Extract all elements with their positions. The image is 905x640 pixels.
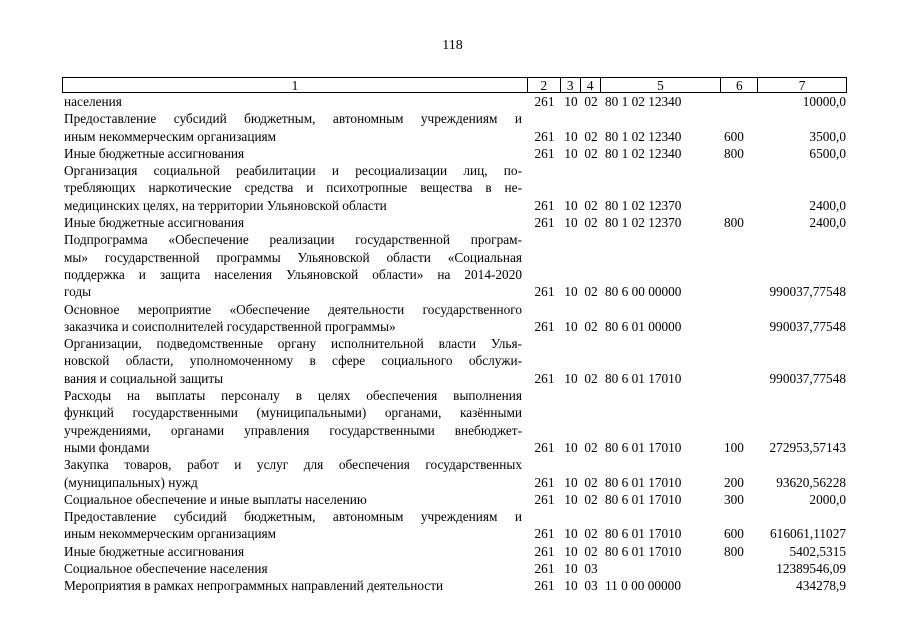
- row-code-admin: 261: [534, 439, 555, 455]
- row-code-admin: 261: [534, 318, 555, 334]
- table-row: [62, 335, 847, 387]
- row-code-subsection: 02: [584, 543, 598, 559]
- row-amount: 3500,0: [809, 128, 846, 144]
- row-code-section: 10: [564, 526, 578, 542]
- description-line: мы» государственной программы Ульяновской области «Социальная: [64, 249, 522, 265]
- row-code-admin: 261: [534, 491, 555, 507]
- row-code-admin: 261: [534, 284, 555, 300]
- row-description: [62, 508, 528, 543]
- row-code-subsection: 02: [584, 526, 598, 542]
- row-description: [62, 335, 528, 387]
- row-code-section: 10: [564, 439, 578, 455]
- page-number: 118: [442, 38, 463, 53]
- row-amount: 2400,0: [809, 215, 846, 231]
- row-amount: 2400,0: [809, 197, 846, 213]
- description-line: требляющих наркотические средства и психотропные вещества в не-: [64, 180, 522, 196]
- row-code-target: 80 1 02 12340: [605, 128, 682, 144]
- description-line: Социальное обеспечение населения: [64, 561, 268, 577]
- row-code-admin: 261: [534, 145, 555, 161]
- description-line: (муниципальных) нужд: [64, 474, 198, 490]
- description-line: учреждениями, органами управления государственными внебюджет-: [64, 422, 522, 438]
- table-row: [62, 301, 847, 336]
- row-description: [62, 301, 528, 336]
- table-row: [62, 110, 847, 145]
- row-code-section: 10: [564, 128, 578, 144]
- row-description: [62, 231, 528, 300]
- description-line: иным некоммерческим организациям: [64, 526, 277, 542]
- row-code-target: 80 1 02 12340: [605, 94, 682, 109]
- row-amount: 6500,0: [809, 145, 846, 161]
- row-description: [62, 162, 528, 214]
- row-amount: 10000,0: [802, 94, 846, 109]
- row-amount: 12389546,09: [776, 561, 846, 577]
- row-amount: 616061,11027: [770, 526, 846, 542]
- table-row: [62, 491, 847, 508]
- description-line: Иные бюджетные ассигнования: [64, 543, 245, 559]
- row-description: [62, 560, 528, 577]
- header-col-3: 3: [561, 78, 581, 92]
- header-col-4: 4: [581, 78, 601, 92]
- row-amount: 990037,77548: [769, 370, 846, 386]
- row-code-subsection: 02: [584, 128, 598, 144]
- row-code-target: 80 6 01 17010: [605, 439, 682, 455]
- row-code-section: 10: [564, 318, 578, 334]
- header-col-6: 6: [721, 78, 758, 92]
- row-code-subsection: 02: [584, 145, 598, 161]
- row-description: [62, 543, 528, 560]
- row-code-subsection: 02: [584, 197, 598, 213]
- table-row: [62, 543, 847, 560]
- table-row: [62, 577, 847, 594]
- row-code-target: 80 6 01 17010: [605, 491, 682, 507]
- row-description: [62, 387, 528, 456]
- description-line: медицинских целях, на территории Ульяновской области: [64, 197, 387, 213]
- row-code-section: 10: [564, 543, 578, 559]
- row-code-section: 10: [564, 474, 578, 490]
- row-code-target: 80 1 02 12340: [605, 145, 682, 161]
- budget-table: [62, 77, 847, 595]
- row-code-subsection: 02: [584, 284, 598, 300]
- row-description: [62, 145, 528, 162]
- row-code-expense-type: 100: [724, 439, 744, 455]
- table-row: [62, 231, 847, 300]
- row-code-target: 80 1 02 12370: [605, 197, 682, 213]
- row-code-subsection: 03: [584, 578, 598, 594]
- row-description: [62, 456, 528, 491]
- description-line: функций государственными (муниципальными) органами, казёнными: [64, 405, 522, 421]
- row-code-expense-type: 800: [724, 215, 744, 231]
- row-code-subsection: 02: [584, 318, 598, 334]
- row-code-expense-type: 200: [724, 474, 744, 490]
- table-row: [62, 560, 847, 577]
- row-code-subsection: 02: [584, 94, 598, 109]
- row-code-target: 80 6 01 17010: [605, 474, 682, 490]
- row-code-subsection: 02: [584, 491, 598, 507]
- header-col-5: 5: [601, 78, 722, 92]
- table-row: [62, 93, 847, 110]
- description-line: Расходы на выплаты персоналу в целях обеспечения выполнения: [64, 388, 522, 404]
- row-code-admin: 261: [534, 578, 555, 594]
- table-row: [62, 456, 847, 491]
- row-code-target: 80 6 01 17010: [605, 370, 682, 386]
- row-code-subsection: 02: [584, 370, 598, 386]
- row-code-expense-type: 800: [724, 543, 744, 559]
- row-amount: 93620,56228: [776, 474, 846, 490]
- description-line: Социальное обеспечение и иные выплаты населению: [64, 491, 367, 507]
- row-code-section: 10: [564, 491, 578, 507]
- header-col-1: 1: [63, 78, 528, 92]
- row-code-target: 80 6 01 17010: [605, 543, 682, 559]
- row-amount: 2000,0: [809, 491, 846, 507]
- header-col-7: 7: [798, 78, 806, 93]
- row-amount: 990037,77548: [769, 318, 846, 334]
- table-row: [62, 214, 847, 231]
- row-code-admin: 261: [534, 526, 555, 542]
- description-line: Мероприятия в рамках непрограммных направлений деятельности: [64, 578, 444, 594]
- table-row: [62, 508, 847, 543]
- row-code-expense-type: 800: [724, 145, 744, 161]
- row-code-admin: 261: [534, 543, 555, 559]
- description-line: Иные бюджетные ассигнования: [64, 215, 245, 231]
- row-amount: 990037,77548: [769, 284, 846, 300]
- row-code-section: 10: [564, 215, 578, 231]
- description-line: Предоставление субсидий бюджетным, автономным учреждениям и: [64, 111, 522, 127]
- row-description: [62, 577, 528, 594]
- table-header: [62, 77, 847, 93]
- row-amount: 5402,5315: [789, 543, 846, 559]
- row-code-expense-type: 300: [724, 491, 744, 507]
- row-code-target: 80 6 00 00000: [605, 284, 682, 300]
- row-code-target: 80 6 01 00000: [605, 318, 682, 334]
- row-code-subsection: 03: [584, 561, 598, 577]
- row-code-section: 10: [564, 197, 578, 213]
- table-row: [62, 387, 847, 456]
- row-description: [62, 214, 528, 231]
- description-line: Основное мероприятие «Обеспечение деятельности государственного: [64, 301, 522, 317]
- description-line: Предоставление субсидий бюджетным, автономным учреждениям и: [64, 509, 522, 525]
- description-line: ными фондами: [64, 439, 150, 455]
- row-code-admin: 261: [534, 370, 555, 386]
- row-code-admin: 261: [534, 128, 555, 144]
- row-code-admin: 261: [534, 94, 555, 109]
- table-body: [62, 93, 847, 595]
- description-line: Организации, подведомственные органу исполнительной власти Улья-: [64, 336, 522, 352]
- row-code-section: 10: [564, 370, 578, 386]
- row-code-target: 80 1 02 12370: [605, 215, 682, 231]
- row-code-expense-type: 600: [724, 128, 744, 144]
- row-description: [62, 93, 528, 110]
- row-code-section: 10: [564, 561, 578, 577]
- table-row: [62, 162, 847, 214]
- description-line: Организация социальной реабилитации и ресоциализации лиц, по-: [64, 163, 522, 179]
- row-code-section: 10: [564, 284, 578, 300]
- row-code-admin: 261: [534, 561, 555, 577]
- row-code-section: 10: [564, 94, 578, 109]
- description-line: Подпрограмма «Обеспечение реализации государственной програм-: [64, 232, 522, 248]
- description-line: Закупка товаров, работ и услуг для обеспечения государственных: [64, 457, 522, 473]
- row-code-subsection: 02: [584, 474, 598, 490]
- description-line: иным некоммерческим организациям: [64, 128, 277, 144]
- row-code-expense-type: 600: [724, 526, 744, 542]
- row-code-target: 80 6 01 17010: [605, 526, 682, 542]
- row-description: [62, 110, 528, 145]
- row-amount: 434278,9: [796, 578, 846, 594]
- row-description: [62, 491, 528, 508]
- row-code-subsection: 02: [584, 215, 598, 231]
- header-col-2: 2: [528, 78, 561, 92]
- table-row: [62, 145, 847, 162]
- description-line: новской области, уполномоченному в сфере социального обслужи-: [64, 353, 522, 369]
- description-line: населения: [64, 94, 122, 109]
- row-code-admin: 261: [534, 215, 555, 231]
- description-line: заказчика и соисполнителей государственной программы»: [64, 318, 396, 334]
- description-line: Иные бюджетные ассигнования: [64, 145, 245, 161]
- description-line: годы: [64, 284, 92, 300]
- row-code-target: 11 0 00 00000: [605, 578, 681, 594]
- description-line: поддержка и защита населения Ульяновской области» на 2014-2020: [64, 266, 522, 282]
- row-code-admin: 261: [534, 474, 555, 490]
- row-amount: 272953,57143: [769, 439, 846, 455]
- row-code-admin: 261: [534, 197, 555, 213]
- row-code-section: 10: [564, 578, 578, 594]
- row-code-subsection: 02: [584, 439, 598, 455]
- description-line: вания и социальной защиты: [64, 370, 224, 386]
- row-code-section: 10: [564, 145, 578, 161]
